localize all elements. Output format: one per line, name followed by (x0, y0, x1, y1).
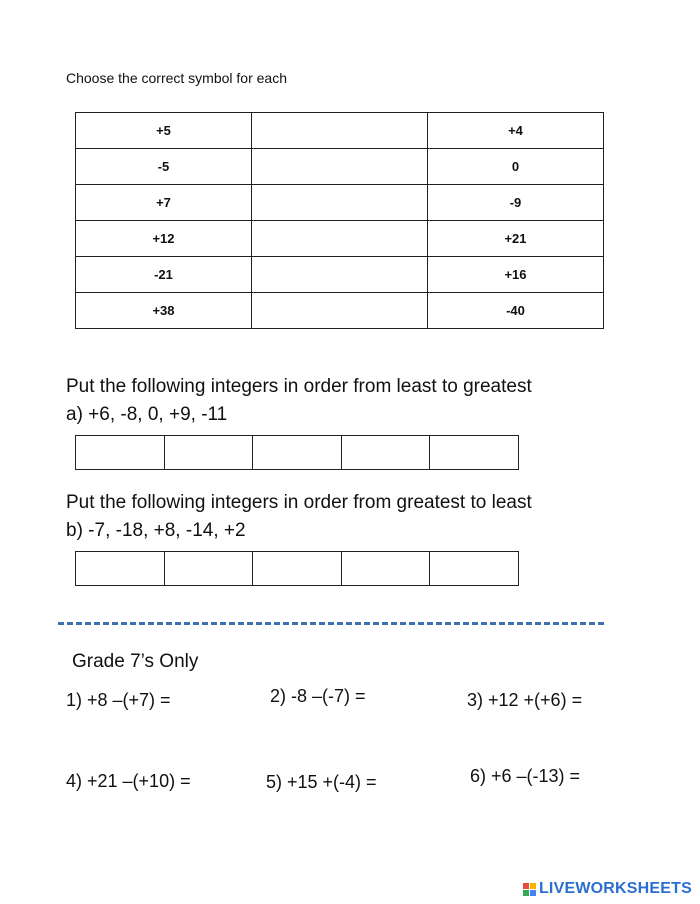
symbol-answer-cell[interactable] (252, 257, 428, 293)
right-value: +4 (428, 113, 604, 149)
problem-3: 3) +12 +(+6) = (467, 690, 583, 710)
problem-2: 2) -8 –(-7) = (270, 686, 366, 706)
answer-box[interactable] (164, 435, 254, 470)
logo-text: LIVEWORKSHEETS (538, 880, 692, 897)
symbol-answer-cell[interactable] (252, 293, 428, 329)
section-b-numbers: b) -7, -18, +8, -14, +2 (66, 520, 246, 541)
answer-box[interactable] (252, 435, 342, 470)
answer-box[interactable] (341, 435, 431, 470)
symbol-answer-cell[interactable] (252, 185, 428, 221)
right-value: 0 (428, 149, 604, 185)
problem-1: 1) +8 –(+7) = (66, 690, 171, 710)
table-row (76, 293, 604, 329)
section-a-answer-row (75, 435, 519, 470)
section-a-heading: Put the following integers in order from least to greatest (66, 376, 532, 397)
grade-label: Grade 7’s Only (72, 651, 199, 672)
left-value: +5 (76, 113, 252, 149)
liveworksheets-logo (523, 880, 692, 898)
table-row (76, 113, 604, 149)
section-divider (58, 622, 604, 625)
symbol-answer-cell[interactable] (252, 113, 428, 149)
table-row (76, 257, 604, 293)
section-b-answer-row (75, 551, 519, 586)
instruction-text: Choose the correct symbol for each (66, 70, 287, 86)
answer-box[interactable] (164, 551, 254, 586)
right-value: -40 (428, 293, 604, 329)
left-value: +12 (76, 221, 252, 257)
problem-5: 5) +15 +(-4) = (266, 772, 377, 792)
answer-box[interactable] (252, 551, 342, 586)
symbol-answer-cell[interactable] (252, 149, 428, 185)
answer-box[interactable] (429, 551, 519, 586)
left-value: +38 (76, 293, 252, 329)
right-value: +16 (428, 257, 604, 293)
left-value: +7 (76, 185, 252, 221)
compare-table (75, 112, 604, 329)
section-b-heading: Put the following integers in order from greatest to least (66, 492, 532, 513)
problem-4: 4) +21 –(+10) = (66, 771, 191, 791)
section-a-numbers: a) +6, -8, 0, +9, -11 (66, 404, 228, 425)
answer-box[interactable] (75, 435, 165, 470)
logo-mark-icon (523, 883, 536, 896)
table-row (76, 221, 604, 257)
right-value: -9 (428, 185, 604, 221)
symbol-answer-cell[interactable] (252, 221, 428, 257)
answer-box[interactable] (75, 551, 165, 586)
table-row (76, 149, 604, 185)
answer-box[interactable] (429, 435, 519, 470)
left-value: -21 (76, 257, 252, 293)
table-row (76, 185, 604, 221)
left-value: -5 (76, 149, 252, 185)
answer-box[interactable] (341, 551, 431, 586)
right-value: +21 (428, 221, 604, 257)
problem-6: 6) +6 –(-13) = (470, 766, 581, 786)
